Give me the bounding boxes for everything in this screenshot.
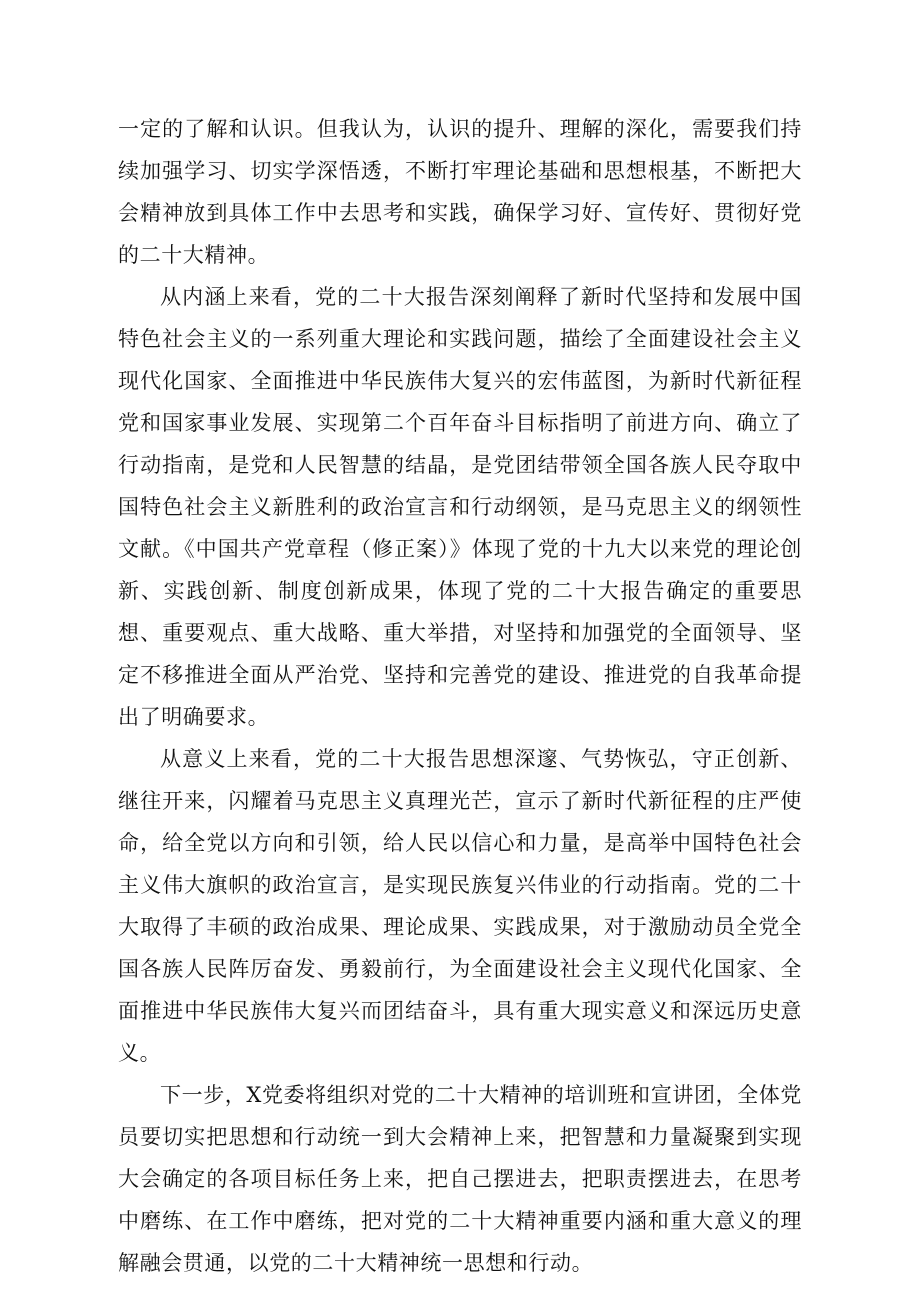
document-body	[118, 108, 802, 1284]
paragraph-connotation: 从内涵上来看，党的二十大报告深刻阐释了新时代坚持和发展中国特色社会主义的一系列重大理论和实践问题，描绘了全面建设社会主义现代化国家、全面推进中华民族伟大复兴的宏伟蓝图，为新时代新征程党和国家事业发展、实现第二个百年奋斗目标指明了前进方向、确立了行动指南，是党和人民智慧的结晶，是党团结带领全国各族人民夺取中国特色社会主义新胜利的政治宣言和行动纲领，是马克思主义的纲领性文献。《中国共产党章程（修正案）》体现了党的十九大以来党的理论创新、实践创新、制度创新成果，体现了党的二十大报告确定的重要思想、重要观点、重大战略、重大举措，对坚持和加强党的全面领导、坚定不移推进全面从严治党、坚持和完善党的建设、推进党的自我革命提出了明确要求。	[118, 285, 802, 729]
paragraph-next-steps: 下一步，X党委将组织对党的二十大精神的培训班和宣讲团，全体党员要切实把思想和行动统一到大会精神上来，把智慧和力量凝聚到实现大会确定的各项目标任务上来，把自己摆进去，把职责摆进去，在思考中磨练、在工作中磨练，把对党的二十大精神重要内涵和重大意义的理解融会贯通，以党的二十大精神统一思想和行动。	[118, 1083, 802, 1275]
paragraph-continued: 一定的了解和认识。但我认为，认识的提升、理解的深化，需要我们持续加强学习、切实学深悟透，不断打牢理论基础和思想根基，不断把大会精神放到具体工作中去思考和实践，确保学习好、宣传好、贯彻好党的二十大精神。	[118, 117, 802, 267]
paragraph-significance: 从意义上来看，党的二十大报告思想深邃、气势恢弘，守正创新、继往开来，闪耀着马克思主义真理光芒，宣示了新时代新征程的庄严使命，给全党以方向和引领，给人民以信心和力量，是高举中国特色社会主义伟大旗帜的政治宣言，是实现民族复兴伟业的行动指南。党的二十大取得了丰硕的政治成果、理论成果、实践成果，对于激励动员全党全国各族人民阵厉奋发、勇毅前行，为全面建设社会主义现代化国家、全面推进中华民族伟大复兴而团结奋斗，具有重大现实意义和深远历史意义。	[118, 747, 802, 1065]
